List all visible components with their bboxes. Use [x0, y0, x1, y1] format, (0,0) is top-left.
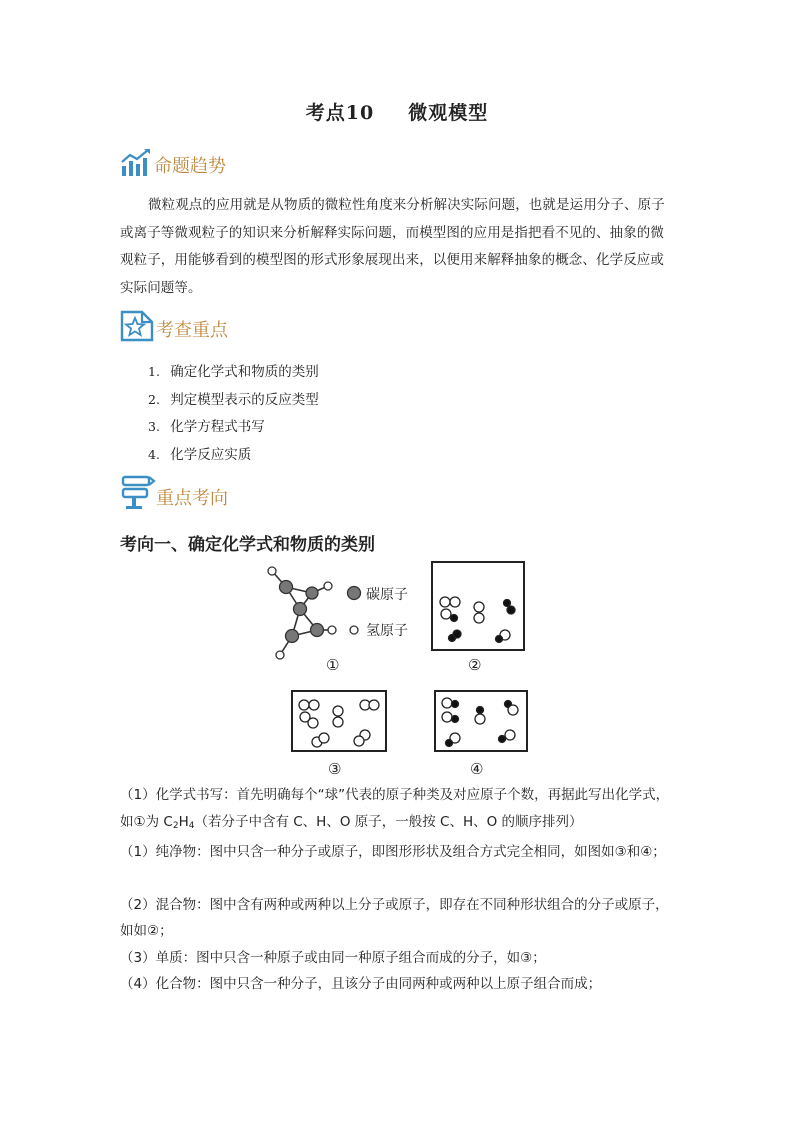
figure-label-3: ③: [328, 760, 342, 776]
note-line: 如如②；: [120, 923, 173, 939]
page-title: 考点10 微观模型: [305, 102, 489, 124]
note-line: （3）单质：图中只含一种原子或由同一种原子组合而成的分子，如③；: [120, 949, 546, 966]
intro-paragraph: 微粒观点的应用就是从物质的微粒性角度来分析解决实际问题，也就是运用分子、原子或离子等微观粒子的知识来分析解释实际问题，而模型图的应用是指把看不见的、抽象的微观粒子，用能够看到的模型图的形式形象展现出来，以便用来解释抽象的概念、化学反应或实际问题等。: [120, 197, 665, 296]
key-points-list: [148, 358, 319, 468]
section-direction-title: 重点考向: [156, 488, 228, 509]
section-trend-header: [120, 142, 226, 178]
section-direction-header: [120, 474, 228, 510]
figure-label-2: ②: [468, 656, 482, 674]
section-key-header: [120, 306, 228, 342]
carbon-legend-label: 碳原子: [366, 587, 408, 603]
direction-subtitle: 考向一、确定化学式和物质的类别: [120, 535, 375, 555]
star-folder-icon: [120, 308, 156, 342]
notes-block: [120, 782, 690, 998]
molecule-model-figure: [262, 560, 532, 776]
note-line: （1）纯净物：图中只含一种分子或原子，即图形形状及组合方式完全相同，如图如③和④；: [120, 844, 666, 860]
list-item: 1. 确定化学式和物质的类别: [148, 364, 319, 380]
list-item: 3. 化学方程式书写: [148, 419, 265, 435]
note-line: （2）混合物：图中含有两种或两种以上分子或原子，即存在不同种形状组合的分子或原子，: [120, 896, 669, 913]
note-line: （1）化学式书写：首先明确每个“球”代表的原子种类及对应原子个数，再据此写出化学式，: [120, 787, 670, 803]
note-line: （4）化合物：图中只含一种分子，且该分子由同两种或两种以上原子组合而成；: [120, 976, 602, 992]
figure-label-4: ④: [470, 760, 484, 776]
hydrogen-legend-dot: [350, 626, 358, 634]
hydrogen-legend-label: 氢原子: [366, 623, 408, 639]
list-item: 4. 化学反应实质: [148, 446, 252, 463]
ethylene-atoms: [268, 567, 336, 659]
carbon-legend-dot: [348, 587, 361, 600]
figure-label-1: ①: [326, 656, 340, 674]
section-trend-title: 命题趋势: [154, 156, 226, 177]
section-key-title: 考查重点: [156, 320, 228, 341]
bar-chart-icon: [120, 148, 154, 178]
list-item: 2. 判定模型表示的反应类型: [148, 391, 319, 408]
signpost-icon: [120, 474, 156, 510]
note-line: 如①为 $C_2H_4$（若分子中含有 C、H、O 原子，一般按 C、H、O 的顺序排列）: [120, 813, 583, 831]
